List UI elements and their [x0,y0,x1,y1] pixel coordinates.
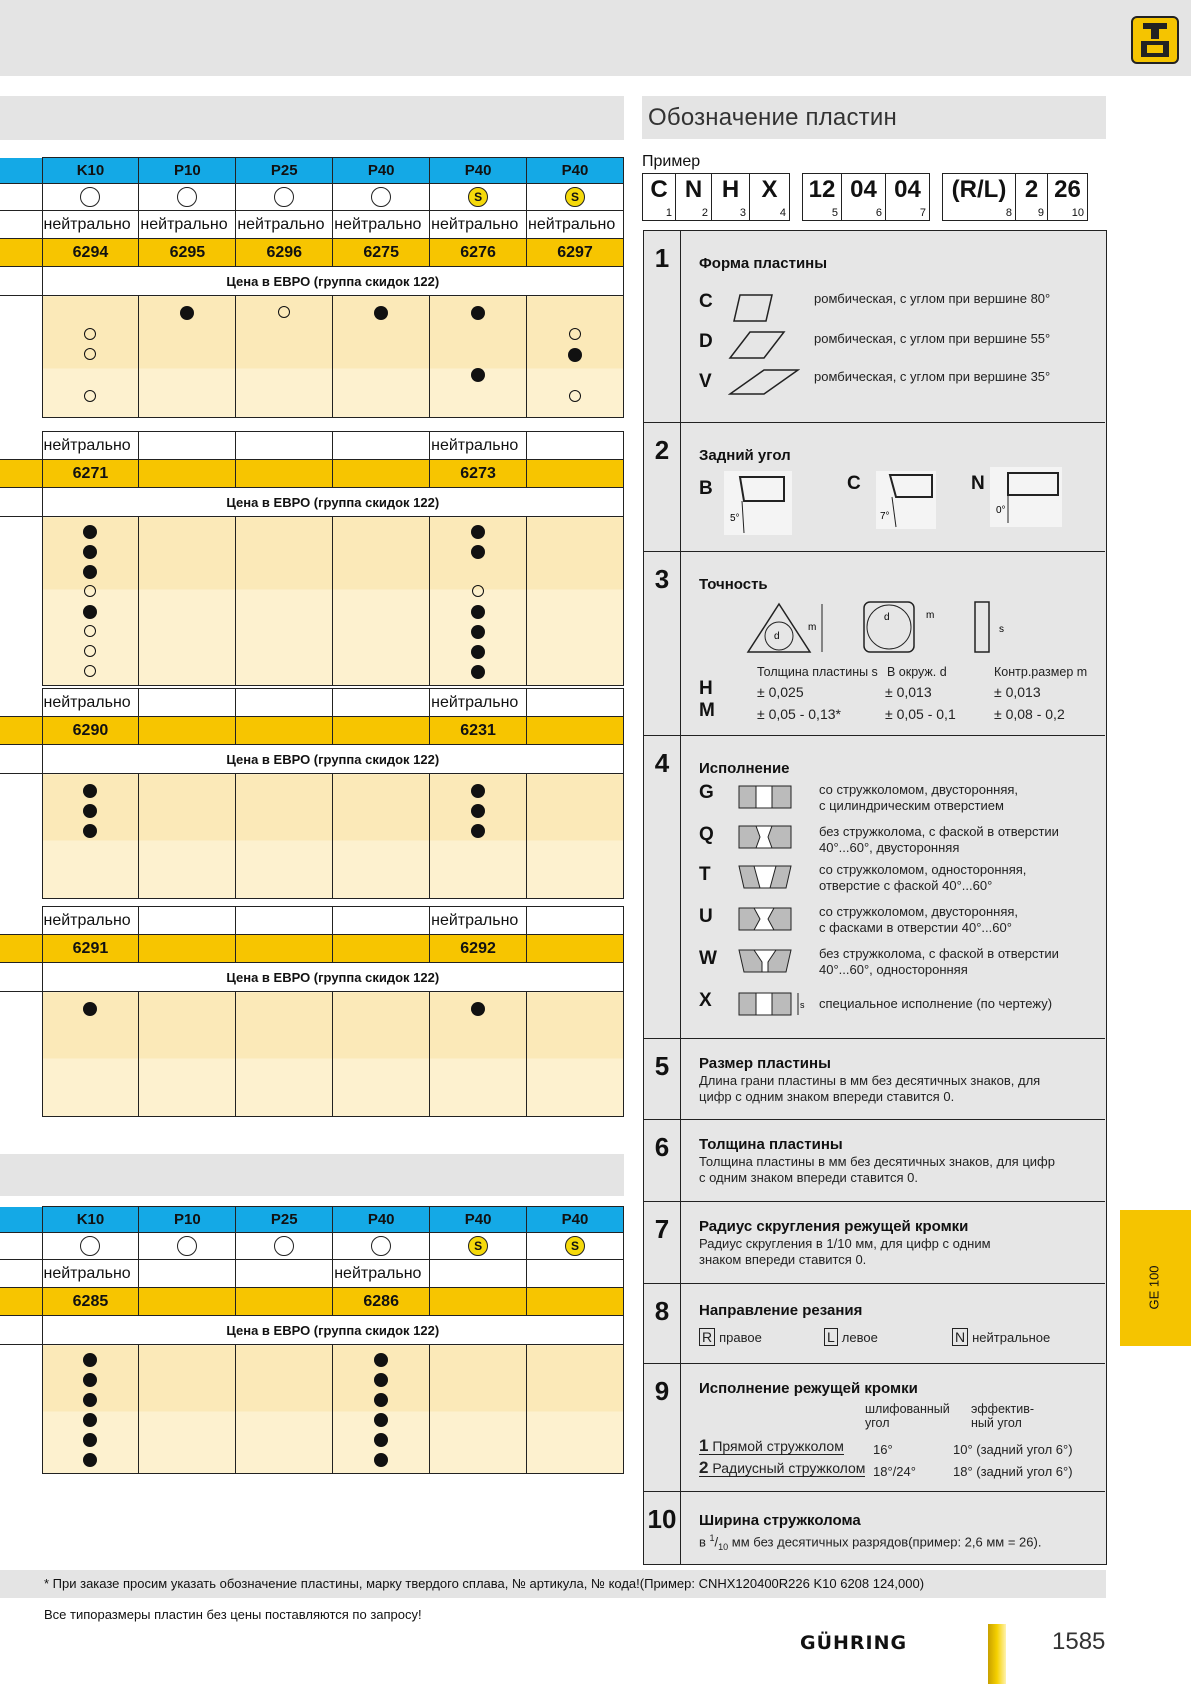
uncoated-icon [371,187,391,207]
uncoated-icon [274,187,294,207]
grade-cell: P40 [527,1207,624,1233]
product-table-1 [0,157,624,418]
article-code: 6231 [430,717,527,745]
neutral-label: нейтрально [42,211,139,239]
article-code: 6286 [333,1288,430,1316]
product-table-4 [0,906,624,1117]
neutral-label: нейтрально [42,907,139,935]
section-clearance: 2 Задний угол B 5° C 7° N 0° [644,423,1105,552]
section-edge: 9 Исполнение режущей кромки шлифованный угол эффектив- ный угол 1 Прямой стружколом 16° 10° (задний угол 6°) 2 Радиусный стружколом 18°/24° 18° (задний угол 6°) [644,1364,1105,1492]
uncoated-icon [177,1236,197,1256]
neutral-label: нейтрально [42,689,139,717]
uncoated-icon [371,1236,391,1256]
grade-cell: P40 [333,158,430,184]
article-code: 6292 [430,935,527,963]
uncoated-icon [80,187,100,207]
triangle-tolerance-icon [744,600,834,658]
price-note: Цена в ЕВРО (группа скидок 122) [42,963,624,992]
accent-strip [988,1624,1006,1684]
grade-cell: K10 [42,1207,139,1233]
neutral-label: нейтрально [527,211,624,239]
neutral-label: нейтрально [42,432,139,460]
example-label: Пример [642,153,701,170]
section-chipbreaker: 10 Ширина стружколома в $^1/_{10}$ мм без десятичных разрядов(пример: 2,6 мм = 26). [644,1492,1105,1564]
s-coating-icon: S [468,1236,488,1256]
price-note: Цена в ЕВРО (группа скидок 122) [42,1316,624,1345]
neutral-label: нейтрально [430,689,527,717]
grade-cell: P25 [236,1207,333,1233]
article-code: 6273 [430,460,527,488]
product-table-3 [0,688,624,899]
section-radius: 7 Радиус скругления режущей кромки Радиус скругления в 1/10 мм, для цифр с одним знаком впереди ставится 0. [644,1202,1105,1284]
clearance-7-icon [876,471,936,529]
insert-w-icon [738,948,792,974]
rhombus-35-icon [728,367,800,397]
neutral-label: нейтрально [430,432,527,460]
uncoated-icon [274,1236,294,1256]
chapter-tab-label: GE 100 [1146,1265,1162,1310]
insert-g-icon [738,784,792,810]
svg-text:d: d [884,612,890,623]
grade-cell: K10 [42,158,139,184]
price-note: Цена в ЕВРО (группа скидок 122) [42,745,624,774]
article-code: 6276 [430,239,527,267]
section-size: 5 Размер пластины Длина грани пластины в мм без десятичных знаков, для цифр с одним знаком впереди ставится 0. [644,1039,1105,1120]
svg-text:s: s [999,624,1004,635]
neutral-label: нейтрально [430,211,527,239]
svg-text:m: m [808,622,817,633]
thickness-icon [969,598,1017,656]
brand-logo: GÜHRING [800,1632,908,1654]
uncoated-icon [177,187,197,207]
grade-cell: P10 [139,158,236,184]
s-coating-icon: S [565,1236,585,1256]
section-direction: 8 Направление резания R правое L левое N нейтральное [644,1284,1105,1364]
page-title: Обозначение пластин [642,96,1106,139]
insert-u-icon [738,906,792,932]
svg-text:m: m [926,610,935,621]
grade-cell: P10 [139,1207,236,1233]
availability-note: Все типоразмеры пластин без цены поставляются по запросу! [44,1607,422,1622]
svg-text:0°: 0° [996,505,1006,516]
product-table-5 [0,1206,624,1474]
section-thickness: 6 Толщина пластины Толщина пластины в мм без десятичных знаков, для цифр с одним знаком впереди ставится 0. [644,1120,1105,1202]
section-tolerance: 3 Точность d m d m s Толщина пластины s В окруж. d Контр.размер m H ± 0,025 ± 0,013 ± 0,013 M ± 0,05 - 0,13* ± 0,05 - 0,1 ± 0,08 - 0,2 [644,552,1105,736]
article-code: 6275 [333,239,430,267]
neutral-label: нейтрально [139,211,236,239]
neutral-label: нейтрально [42,1260,139,1288]
section-header-bar [0,96,624,140]
article-code: 6291 [42,935,139,963]
article-code: 6297 [527,239,624,267]
svg-text:s: s [800,1000,805,1010]
section-header-bar [0,1154,624,1196]
page-number: 1585 [1052,1628,1106,1655]
insert-q-icon [738,824,792,850]
rhombus-80-icon [728,293,778,323]
neutral-label: нейтрально [333,211,430,239]
section-shape: 1 Форма пластины C ромбическая, с углом при вершине 80° D ромбическая, с углом при вершине 55° V ромбическая, с углом при вершине 35° [644,231,1105,423]
square-tolerance-icon [860,598,946,656]
grade-cell: P40 [527,158,624,184]
article-code: 6290 [42,717,139,745]
clearance-5-icon [724,471,792,535]
s-coating-icon: S [468,187,488,207]
section-execution: 4 Исполнение G со стружколомом, двусторонняя, с цилиндрическим отверстием Q без стружколома, с фаской в отверстии 40°...60°, двусторонняя T со стружколомом, односторонняя, отверстие с фаской 40°...60° U со стружколомом, двусторонняя, с фасками в отверстии 40°...60° W без стружколома, с фаской в отверстии 40°...60°, односторонняя X s специальное исполнение (по чертежу) [644,736,1105,1039]
designation-panel [643,230,1107,1565]
neutral-label: нейтрально [236,211,333,239]
svg-text:d: d [774,631,780,642]
grade-cell: P40 [333,1207,430,1233]
top-bar [0,0,1191,76]
insert-t-icon [738,864,792,890]
clearance-0-icon [990,467,1062,527]
machine-tool-icon [1131,16,1179,64]
price-note: Цена в ЕВРО (группа скидок 122) [42,488,624,517]
s-coating-icon: S [565,187,585,207]
order-note: * При заказе просим указать обозначение пластины, марку твердого сплава, № артикула, № кода!(Пример: CNHX120400R226 K10 6208 124,000) [0,1570,1106,1598]
product-table-2 [0,431,624,686]
neutral-label: нейтрально [333,1260,430,1288]
svg-text:7°: 7° [880,511,890,522]
neutral-label: нейтрально [430,907,527,935]
article-code: 6271 [42,460,139,488]
example-code: C 1 N 2 H 3 X 4 12 5 04 6 04 7 (R/L) 8 2 9 26 10 [642,173,1088,221]
article-code: 6295 [139,239,236,267]
grade-cell: P40 [430,158,527,184]
article-code: 6296 [236,239,333,267]
svg-text:5°: 5° [730,513,740,524]
insert-x-icon [738,990,812,1018]
article-code: 6285 [42,1288,139,1316]
grade-cell: P40 [430,1207,527,1233]
grade-cell: P25 [236,158,333,184]
rhombus-55-icon [728,329,788,361]
article-code: 6294 [42,239,139,267]
uncoated-icon [80,1236,100,1256]
price-note: Цена в ЕВРО (группа скидок 122) [42,267,624,296]
